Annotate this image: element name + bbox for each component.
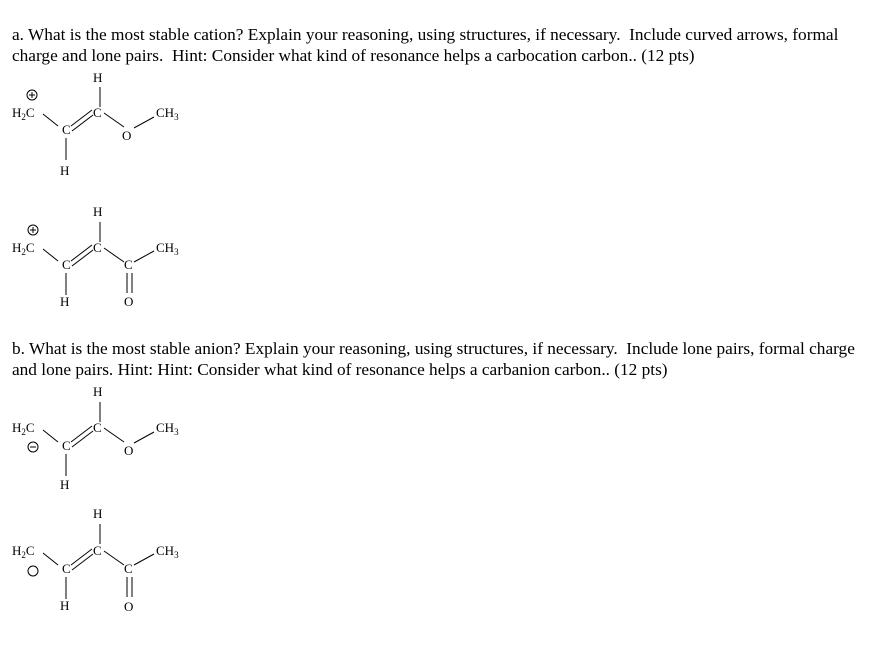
ch3-label: $CH_3$ bbox=[156, 240, 179, 257]
h-label: H bbox=[93, 204, 103, 219]
c-label: C bbox=[93, 240, 102, 255]
h2c-label: $H_2C$ bbox=[12, 240, 35, 257]
structure-cation-enone bbox=[0, 205, 874, 315]
c-label: C bbox=[62, 257, 71, 272]
structure-anion-enone bbox=[0, 500, 874, 618]
ch3-label: $CH_3$ bbox=[156, 420, 179, 437]
h-label: H bbox=[60, 477, 70, 492]
c-label: C bbox=[124, 257, 133, 272]
h-label: H bbox=[60, 163, 70, 178]
charge-circle-icon bbox=[28, 566, 38, 576]
h2c-label: $H_2C$ bbox=[12, 420, 35, 437]
plus-charge-icon bbox=[28, 225, 38, 235]
c-label: C bbox=[124, 561, 133, 576]
h-label: H bbox=[93, 384, 103, 399]
c-label: C bbox=[62, 122, 71, 137]
h-label: H bbox=[60, 598, 70, 613]
ch3-label: $CH_3$ bbox=[156, 543, 179, 560]
c-label: C bbox=[62, 561, 71, 576]
structure-cation-enol-ether bbox=[0, 68, 874, 183]
o-label: O bbox=[124, 294, 134, 309]
plus-charge-icon bbox=[27, 90, 37, 100]
h-label: H bbox=[93, 506, 103, 521]
structure-anion-enol-ether bbox=[0, 380, 874, 495]
minus-charge-icon bbox=[28, 442, 38, 452]
o-label: O bbox=[124, 443, 134, 458]
h2c-label: $H_2C$ bbox=[12, 105, 35, 122]
h-label: H bbox=[93, 70, 103, 85]
question-b-text: b. What is the most stable anion? Explain your reasoning, using structures, if necessary. Include lone pairs, formal charge and lone pairs. Hint: Hint: Consider what kind of resonance helps a carbanion carbon.. (12 pts) bbox=[12, 339, 860, 379]
o-label: O bbox=[124, 599, 134, 614]
c-label: C bbox=[62, 438, 71, 453]
c-label: C bbox=[93, 105, 102, 120]
h-label: H bbox=[60, 294, 70, 309]
question-a-text: a. What is the most stable cation? Explain your reasoning, using structures, if necessary. Include curved arrows, formal charge and lone pairs. Hint: Consider what kind of resonance helps a carbocation carbon.. (12 pts) bbox=[12, 25, 843, 65]
c-label: C bbox=[93, 420, 102, 435]
o-label: O bbox=[122, 128, 132, 143]
ch3-label: $CH_3$ bbox=[156, 105, 179, 122]
c-label: C bbox=[93, 543, 102, 558]
h2c-label: $H_2C$ bbox=[12, 543, 35, 560]
